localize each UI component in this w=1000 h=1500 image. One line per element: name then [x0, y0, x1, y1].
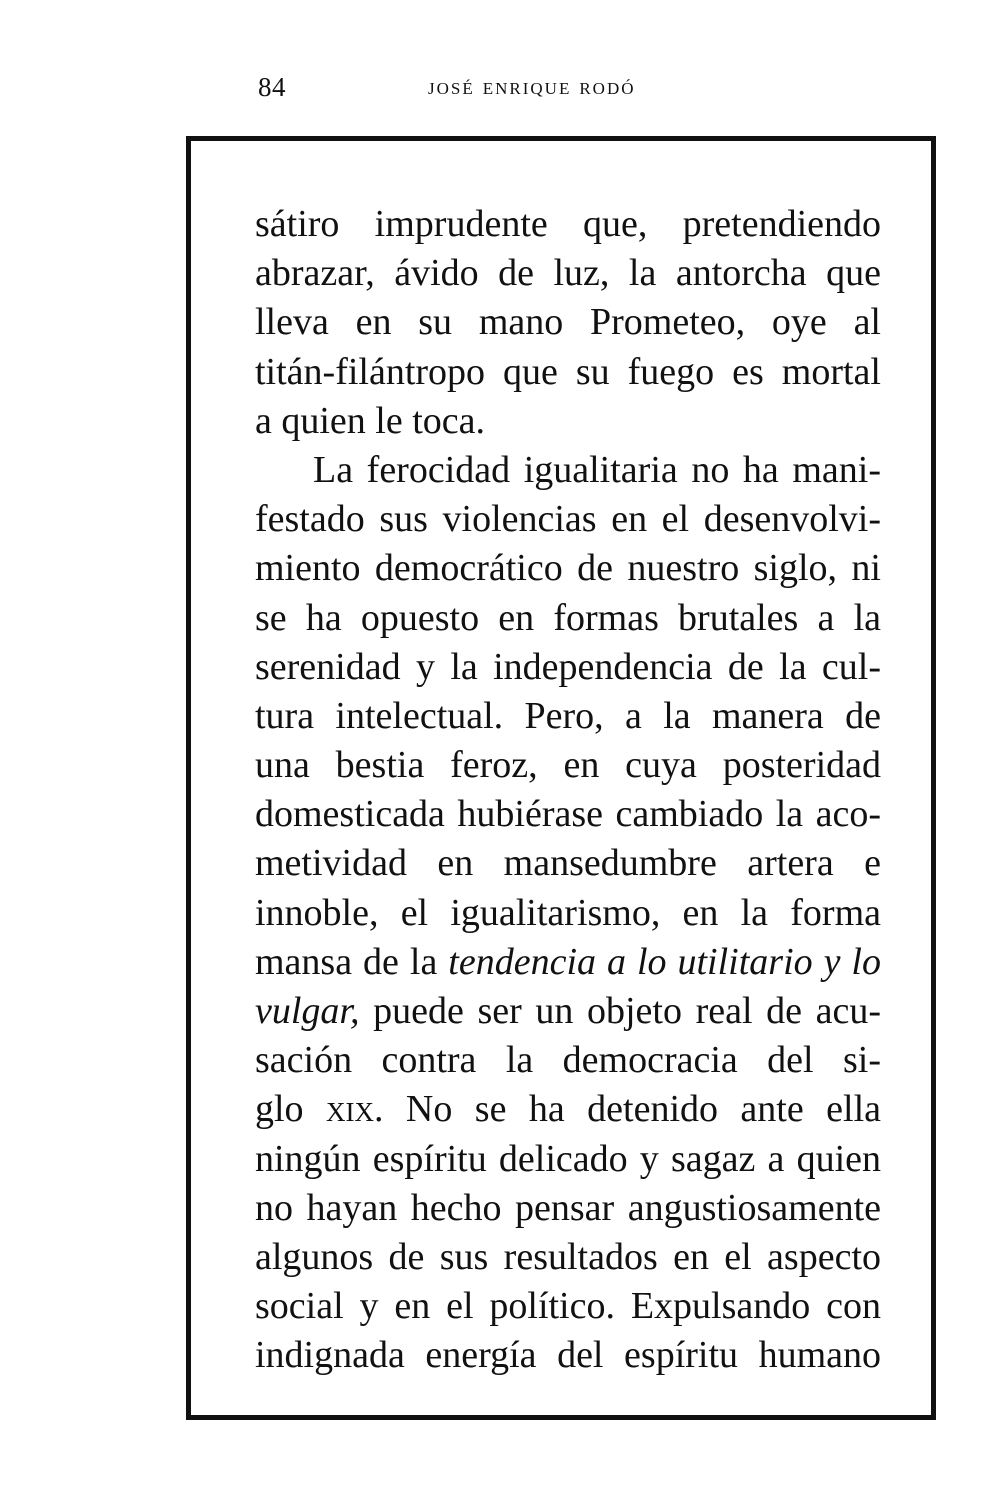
text-line: sación contra la democracia del si- — [255, 1039, 881, 1082]
page-header — [0, 72, 1000, 112]
body-text — [255, 200, 881, 1381]
paragraph-2 — [255, 446, 881, 1381]
text-line: indignada energía del espíritu humano — [255, 1334, 881, 1377]
text-fragment: puede ser un objeto real de acu- — [359, 990, 881, 1032]
text-line: titán-filántropo que su fuego es mortal — [255, 350, 881, 393]
page-number: 84 — [258, 72, 286, 102]
text-line: abrazar, ávido de luz, la antorcha que — [255, 252, 881, 295]
text-line: sátiro imprudente que, pretendiendo — [255, 203, 881, 245]
text-line: lleva en su mano Prometeo, oye al — [255, 301, 881, 344]
text-line-with-italic — [255, 938, 881, 987]
text-line-with-numeral — [255, 1085, 881, 1134]
text-line: metividad en mansedumbre artera e — [255, 842, 881, 885]
text-line: miento democrático de nuestro siglo, ni — [255, 547, 881, 590]
text-fragment: mansa de la — [255, 940, 449, 983]
text-line: algunos de sus resultados en el aspecto — [255, 1235, 881, 1278]
text-line: social y en el político. Expulsando con — [255, 1285, 881, 1328]
italic-phrase: tendencia a lo utilitario y lo — [448, 940, 881, 983]
text-line: innoble, el igualitarismo, en la forma — [255, 891, 881, 934]
text-line: festado sus violencias en el desenvolvi- — [255, 498, 881, 541]
text-line: ningún espíritu delicado y sagaz a quien — [255, 1137, 881, 1180]
text-fragment: glo — [255, 1088, 326, 1131]
text-line: una bestia feroz, en cuya posteridad — [255, 744, 881, 787]
text-line: a quien le toca. — [255, 399, 486, 442]
text-fragment: . No se ha detenido ante ella — [373, 1088, 881, 1131]
text-line: serenidad y la independencia de la cul- — [255, 645, 881, 688]
text-line: La ferocidad igualitaria no ha mani- — [313, 448, 881, 491]
text-line: no hayan hecho pensar angustiosamente — [255, 1186, 881, 1229]
running-head: josé enrique rodó — [428, 74, 636, 100]
text-line: domesticada hubiérase cambiado la aco- — [255, 793, 881, 836]
text-line: tura intelectual. Pero, a la manera de — [255, 694, 881, 737]
paragraph-1 — [255, 200, 881, 446]
text-line-with-italic — [255, 987, 881, 1036]
italic-phrase: vulgar, — [255, 990, 360, 1032]
roman-numeral: xix — [325, 1088, 374, 1131]
text-line: se ha opuesto en formas brutales a la — [255, 596, 881, 639]
